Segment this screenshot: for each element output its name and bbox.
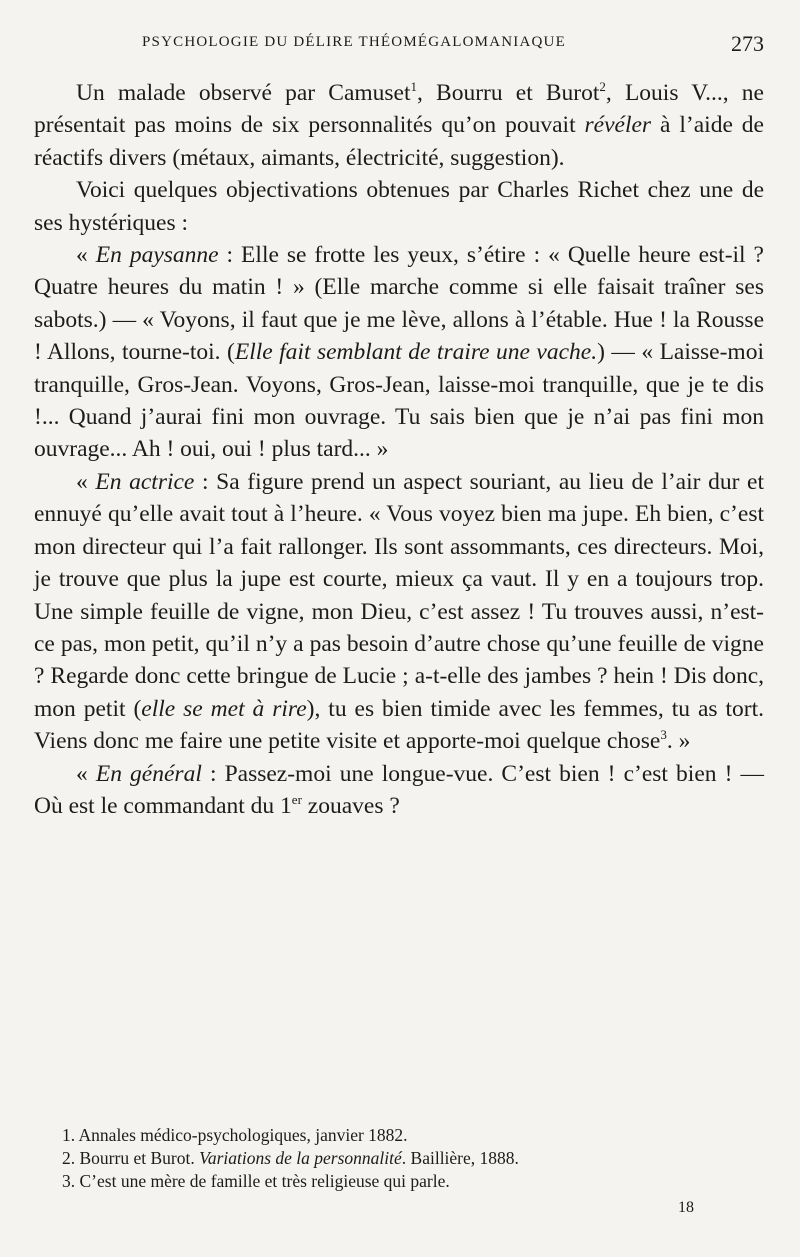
text-run: . Baillière, 1888. [401, 1148, 519, 1168]
paragraph-4 [34, 466, 764, 758]
text-run: Un malade observé par Camuset [76, 80, 411, 106]
text-run: . » [666, 728, 691, 755]
text-run: « [76, 242, 96, 269]
footnote-ref-3: 3 [660, 727, 667, 743]
footnote-2 [62, 1147, 762, 1170]
text-run: : Elle se frotte les yeux, s’étire : « Quelle heure est-il ? Quatre heures du matin ! » (Elle marche comme si elle faisait traîner ses sabots.) — « Voyons, il faut que je me lève, allons à l’étable. Hue ! la Rousse ! Allons, tourne-toi. ( [34, 242, 764, 366]
text-run: « [76, 468, 96, 495]
running-title: PSYCHOLOGIE DU DÉLIRE THÉOMÉGALOMANIAQUE [142, 34, 566, 50]
text-run: ) — « Laisse-moi tranquille, Gros-Jean. Voyons, Gros-Jean, laisse-moi tranquille, que je te dis !... Quand j’aurai fini mon ouvrage. Tu sais bien que je n’ai pas fini mon ouvrage... Ah ! oui, oui ! plus tard... » [34, 339, 764, 463]
text-run: , Louis V..., ne présentait pas moins de six personnalités qu’on pouvait [34, 80, 764, 139]
paragraph-3 [34, 239, 764, 466]
footnote-ref-1: 1 [410, 79, 418, 95]
text-run: à l’aide de réactifs divers (métaux, aimants, électricité, suggestion). [34, 112, 764, 171]
italic-run: elle se met à rire [141, 695, 307, 722]
italic-run: En général [95, 760, 202, 787]
italic-run: Elle fait semblant de traire une vache. [234, 339, 598, 366]
paragraph-2: Voici quelques objectivations obtenues par Charles Richet chez une de ses hystériques : [34, 177, 764, 236]
text-run: 2. Bourru et Burot. [62, 1148, 200, 1168]
page-header [0, 31, 800, 58]
footnote-3: 3. C’est une mère de famille et très religieuse qui parle. [62, 1171, 450, 1191]
text-run: : Sa figure prend un aspect souriant, au lieu de l’air dur et ennuyé qu’elle avait tout à l’heure. « Vous voyez bien ma jupe. Eh bien, c’est mon directeur qui l’a fait rallonger. Ils sont assommants, ces directeurs. Moi, je trouve que plus la jupe est courte, mieux ça vaut. Il y en a toujours trop. Une simple feuille de vigne, mon Dieu, c’est assez ! Tu trouves aussi, n’est-ce pas, mon petit, qu’il n’y a pas besoin d’autre chose qu’une feuille de vigne ? Regarde donc cette bringue de Lucie ; a-t-elle des jambes ? hein ! Dis donc, mon petit ( [34, 468, 764, 722]
paragraph-1 [34, 77, 764, 174]
text-run: : Passez-moi une longue-vue. C’est bien ! c’est bien ! — Où est le commandant du 1 [34, 760, 765, 819]
footnote-1: 1. Annales médico-psychologiques, janvier 1882. [62, 1125, 408, 1145]
italic-run: En actrice [95, 468, 195, 495]
text-run: ), tu es bien timide avec les femmes, tu as tort. Viens donc me faire une petite visite et apporte-moi quelque chose [34, 695, 764, 755]
italic-run: révéler [584, 112, 652, 139]
text-run: , Bourru et Burot [417, 80, 600, 106]
printer-signature: 18 [678, 1199, 694, 1216]
text-run: « [76, 760, 96, 787]
footnote-ref-2: 2 [599, 79, 606, 95]
body-text [34, 77, 764, 822]
footnotes [62, 1124, 762, 1193]
ordinal-suffix: er [291, 792, 302, 808]
paragraph-5 [34, 758, 764, 823]
text-run: zouaves ? [301, 792, 400, 819]
italic-run: En paysanne [95, 242, 219, 269]
page-number: 273 [731, 31, 764, 56]
italic-run: Variations de la personnalité [199, 1148, 402, 1168]
